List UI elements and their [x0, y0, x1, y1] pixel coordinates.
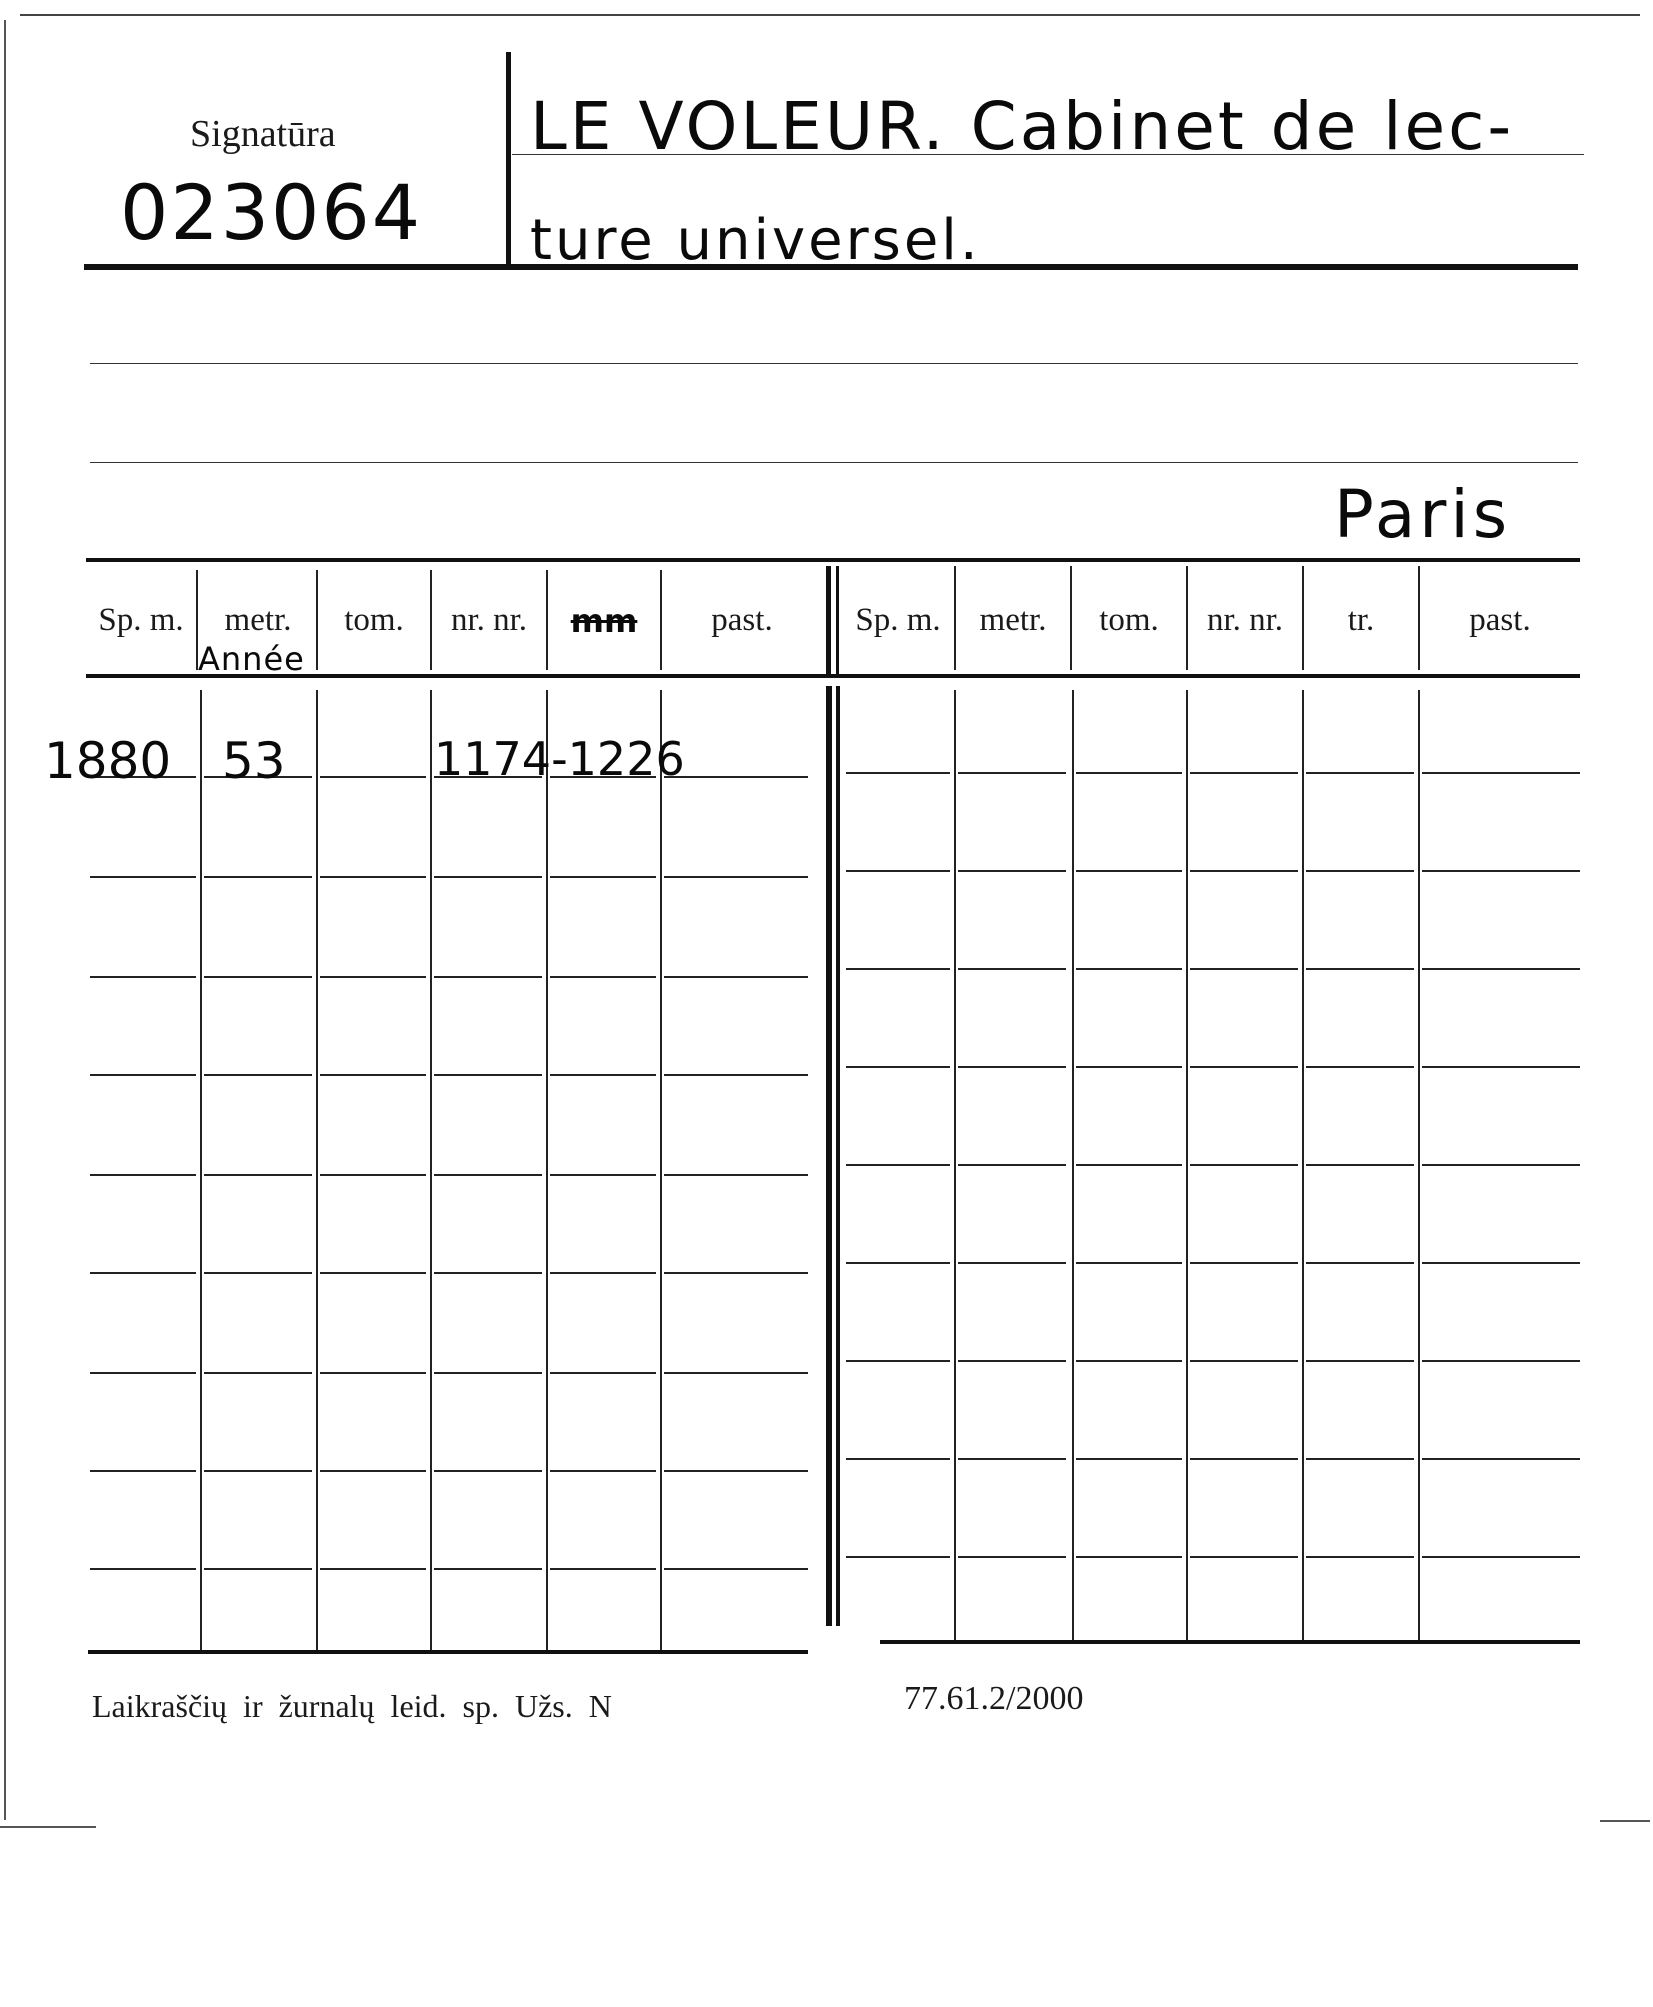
row-line-segment: [1422, 968, 1580, 970]
row-line-segment: [846, 968, 950, 970]
footer-publisher: Laikraščių ir žurnalų leid. sp. Užs. N: [92, 1688, 612, 1724]
title-underline-1: [512, 154, 1584, 155]
row-line-segment: [1190, 772, 1298, 774]
header-rule: [84, 264, 1578, 270]
row-line-segment: [1076, 1066, 1182, 1068]
row-line-segment: [550, 1174, 656, 1176]
row-line-segment: [90, 1174, 196, 1176]
row-line-segment: [434, 1372, 542, 1374]
row-line-segment: [204, 1174, 312, 1176]
row-line-segment: [320, 1372, 426, 1374]
row-line-segment: [846, 870, 950, 872]
row-line-segment: [550, 876, 656, 878]
row-line-segment: [320, 1074, 426, 1076]
row-line-segment: [204, 1568, 312, 1570]
row-line-segment: [1190, 1066, 1298, 1068]
row-line-segment: [1190, 1262, 1298, 1264]
row-line-segment: [1422, 1360, 1580, 1362]
body-sep-r3: [1186, 690, 1188, 1642]
row-line-segment: [958, 1458, 1066, 1460]
center-rule-b: [836, 566, 839, 674]
row-line-segment: [1076, 1556, 1182, 1558]
col-header-sp-m-right: Sp. m.: [855, 602, 941, 638]
row-line-segment: [1306, 772, 1414, 774]
col-header-metr: metr.: [224, 602, 292, 638]
row-line-segment: [434, 1568, 542, 1570]
row-line-segment: [90, 1074, 196, 1076]
col-header-nr-nr: nr. nr.: [450, 602, 528, 638]
table-top-rule: [86, 558, 1580, 562]
row-line-segment: [320, 1470, 426, 1472]
row-line-segment: [958, 1556, 1066, 1558]
table-bottom-rule-left: [88, 1650, 808, 1654]
body-sep-r1: [954, 690, 956, 1642]
row-line-segment: [958, 968, 1066, 970]
row-line-segment: [664, 1372, 808, 1374]
signatura-number: 023064: [120, 168, 423, 257]
row-line-segment: [664, 1074, 808, 1076]
row-line-segment: [550, 1372, 656, 1374]
col-header-tom-right: tom.: [1099, 602, 1159, 638]
body-sep-l5: [660, 690, 662, 1652]
row-line-segment: [434, 1272, 542, 1274]
table-bottom-rule-right: [880, 1640, 1580, 1644]
row-line-segment: [90, 1568, 196, 1570]
entry-metr: 53: [222, 732, 286, 790]
row-line-segment: [90, 1272, 196, 1274]
row-line-segment: [1190, 1458, 1298, 1460]
card-left-edge: [4, 20, 6, 1820]
signatura-label: Signatūra: [190, 113, 336, 155]
row-line-segment: [664, 1272, 808, 1274]
row-line-segment: [1306, 1066, 1414, 1068]
entry-sp-m: 1880: [44, 732, 172, 790]
col-header-metr-right: metr.: [979, 602, 1047, 638]
row-line-segment: [664, 1470, 808, 1472]
row-line-segment: [1306, 968, 1414, 970]
body-center-rule-a: [826, 686, 832, 1626]
row-line-segment: [1306, 1262, 1414, 1264]
row-line-segment: [1190, 968, 1298, 970]
row-line-segment: [434, 1470, 542, 1472]
body-sep-l2: [316, 690, 318, 1652]
row-line-segment: [846, 772, 950, 774]
row-line-segment: [1306, 1458, 1414, 1460]
row-line-segment: [434, 876, 542, 878]
row-line-segment: [550, 1470, 656, 1472]
row-line-segment: [204, 1372, 312, 1374]
row-line-segment: [320, 1568, 426, 1570]
body-sep-r4: [1302, 690, 1304, 1642]
row-line-segment: [434, 1174, 542, 1176]
row-line-segment: [664, 976, 808, 978]
title-line-1: LE VOLEUR. Cabinet de lec-: [530, 88, 1515, 165]
row-line-segment: [204, 1074, 312, 1076]
body-center-rule-b: [836, 686, 840, 1626]
row-line-segment: [1306, 1360, 1414, 1362]
blank-line-2: [90, 462, 1578, 463]
row-line-segment: [204, 1470, 312, 1472]
footer-code: 77.61.2/2000: [904, 1680, 1084, 1717]
title-line-2: ture universel.: [530, 208, 981, 273]
row-line-segment: [1306, 1556, 1414, 1558]
row-line-segment: [1422, 772, 1580, 774]
body-sep-l1: [200, 690, 202, 1652]
row-line-segment: [664, 776, 808, 778]
row-line-segment: [1076, 870, 1182, 872]
row-line-segment: [664, 1568, 808, 1570]
row-line-segment: [846, 1458, 950, 1460]
row-line-segment: [1076, 1262, 1182, 1264]
body-sep-l3: [430, 690, 432, 1652]
row-line-segment: [320, 1272, 426, 1274]
row-line-segment: [550, 1272, 656, 1274]
row-line-segment: [1422, 1262, 1580, 1264]
row-line-segment: [958, 1066, 1066, 1068]
title-divider: [506, 52, 511, 267]
row-line-segment: [204, 1272, 312, 1274]
col-header-sp-m: Sp. m.: [98, 602, 184, 638]
card-top-edge: [20, 14, 1640, 16]
row-line-segment: [320, 876, 426, 878]
row-line-segment: [1422, 1458, 1580, 1460]
row-line-segment: [846, 1164, 950, 1166]
scan-mark-right: [1600, 1820, 1650, 1822]
body-sep-l4: [546, 690, 548, 1652]
row-line-segment: [1422, 1066, 1580, 1068]
row-line-segment: [320, 1174, 426, 1176]
row-line-segment: [90, 876, 196, 878]
row-line-segment: [434, 1074, 542, 1076]
body-sep-r5: [1418, 690, 1420, 1642]
row-line-segment: [1422, 870, 1580, 872]
blank-line-1: [90, 363, 1578, 364]
row-line-segment: [550, 1568, 656, 1570]
row-line-segment: [550, 976, 656, 978]
row-line-segment: [664, 1174, 808, 1176]
col-header-past: past.: [711, 602, 773, 638]
row-line-segment: [1306, 1164, 1414, 1166]
row-line-segment: [1076, 1360, 1182, 1362]
col-header-struck: mm: [570, 602, 638, 640]
col-header-past-right: past.: [1469, 602, 1531, 638]
row-line-segment: [958, 1360, 1066, 1362]
row-line-segment: [958, 1164, 1066, 1166]
row-line-segment: [1190, 870, 1298, 872]
row-line-segment: [1190, 1164, 1298, 1166]
center-rule-a: [826, 566, 831, 674]
row-line-segment: [1190, 1556, 1298, 1558]
row-line-segment: [958, 1262, 1066, 1264]
row-line-segment: [846, 1066, 950, 1068]
row-line-segment: [1190, 1360, 1298, 1362]
row-line-segment: [320, 976, 426, 978]
row-line-segment: [204, 976, 312, 978]
place-text: Paris: [1334, 476, 1512, 553]
col-header-tr-right: tr.: [1347, 602, 1375, 638]
scan-mark-left: [0, 1826, 96, 1828]
row-line-segment: [550, 1074, 656, 1076]
body-sep-r2: [1072, 690, 1074, 1642]
row-line-segment: [320, 776, 426, 778]
col-header-tom: tom.: [344, 602, 404, 638]
row-line-segment: [1076, 772, 1182, 774]
row-line-segment: [1422, 1164, 1580, 1166]
row-line-segment: [90, 976, 196, 978]
row-line-segment: [846, 1262, 950, 1264]
row-line-segment: [958, 870, 1066, 872]
table-header-rule: [86, 674, 1580, 678]
row-line-segment: [434, 976, 542, 978]
row-line-segment: [90, 1372, 196, 1374]
row-line-segment: [204, 876, 312, 878]
row-line-segment: [664, 876, 808, 878]
row-line-segment: [846, 1360, 950, 1362]
row-line-segment: [846, 1556, 950, 1558]
row-line-segment: [1076, 968, 1182, 970]
row-line-segment: [1422, 1556, 1580, 1558]
col-header-nr-nr-right: nr. nr.: [1206, 602, 1284, 638]
col-header-annee: Année: [198, 640, 305, 678]
row-line-segment: [1076, 1164, 1182, 1166]
entry-nr-nr: 1174-1226: [434, 732, 685, 786]
row-line-segment: [1306, 870, 1414, 872]
row-line-segment: [1076, 1458, 1182, 1460]
row-line-segment: [90, 1470, 196, 1472]
row-line-segment: [958, 772, 1066, 774]
